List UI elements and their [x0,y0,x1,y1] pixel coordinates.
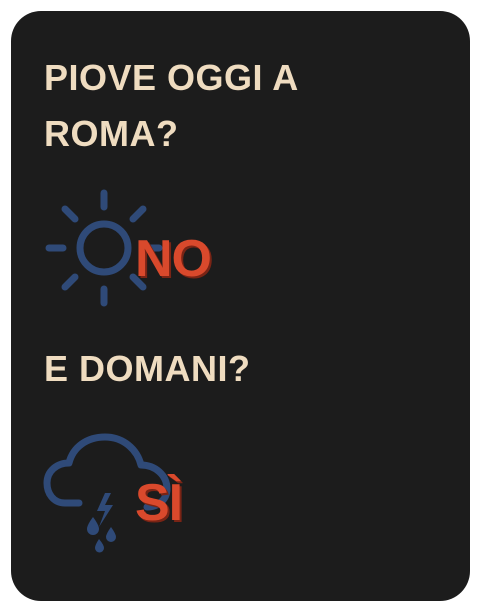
tomorrow-question: E DOMANI? [44,348,251,389]
tomorrow-answer: SÌ [135,474,183,532]
today-answer: NO [135,230,211,288]
today-question: PIOVE OGGI A ROMA? [44,57,298,154]
weather-card [11,11,470,601]
